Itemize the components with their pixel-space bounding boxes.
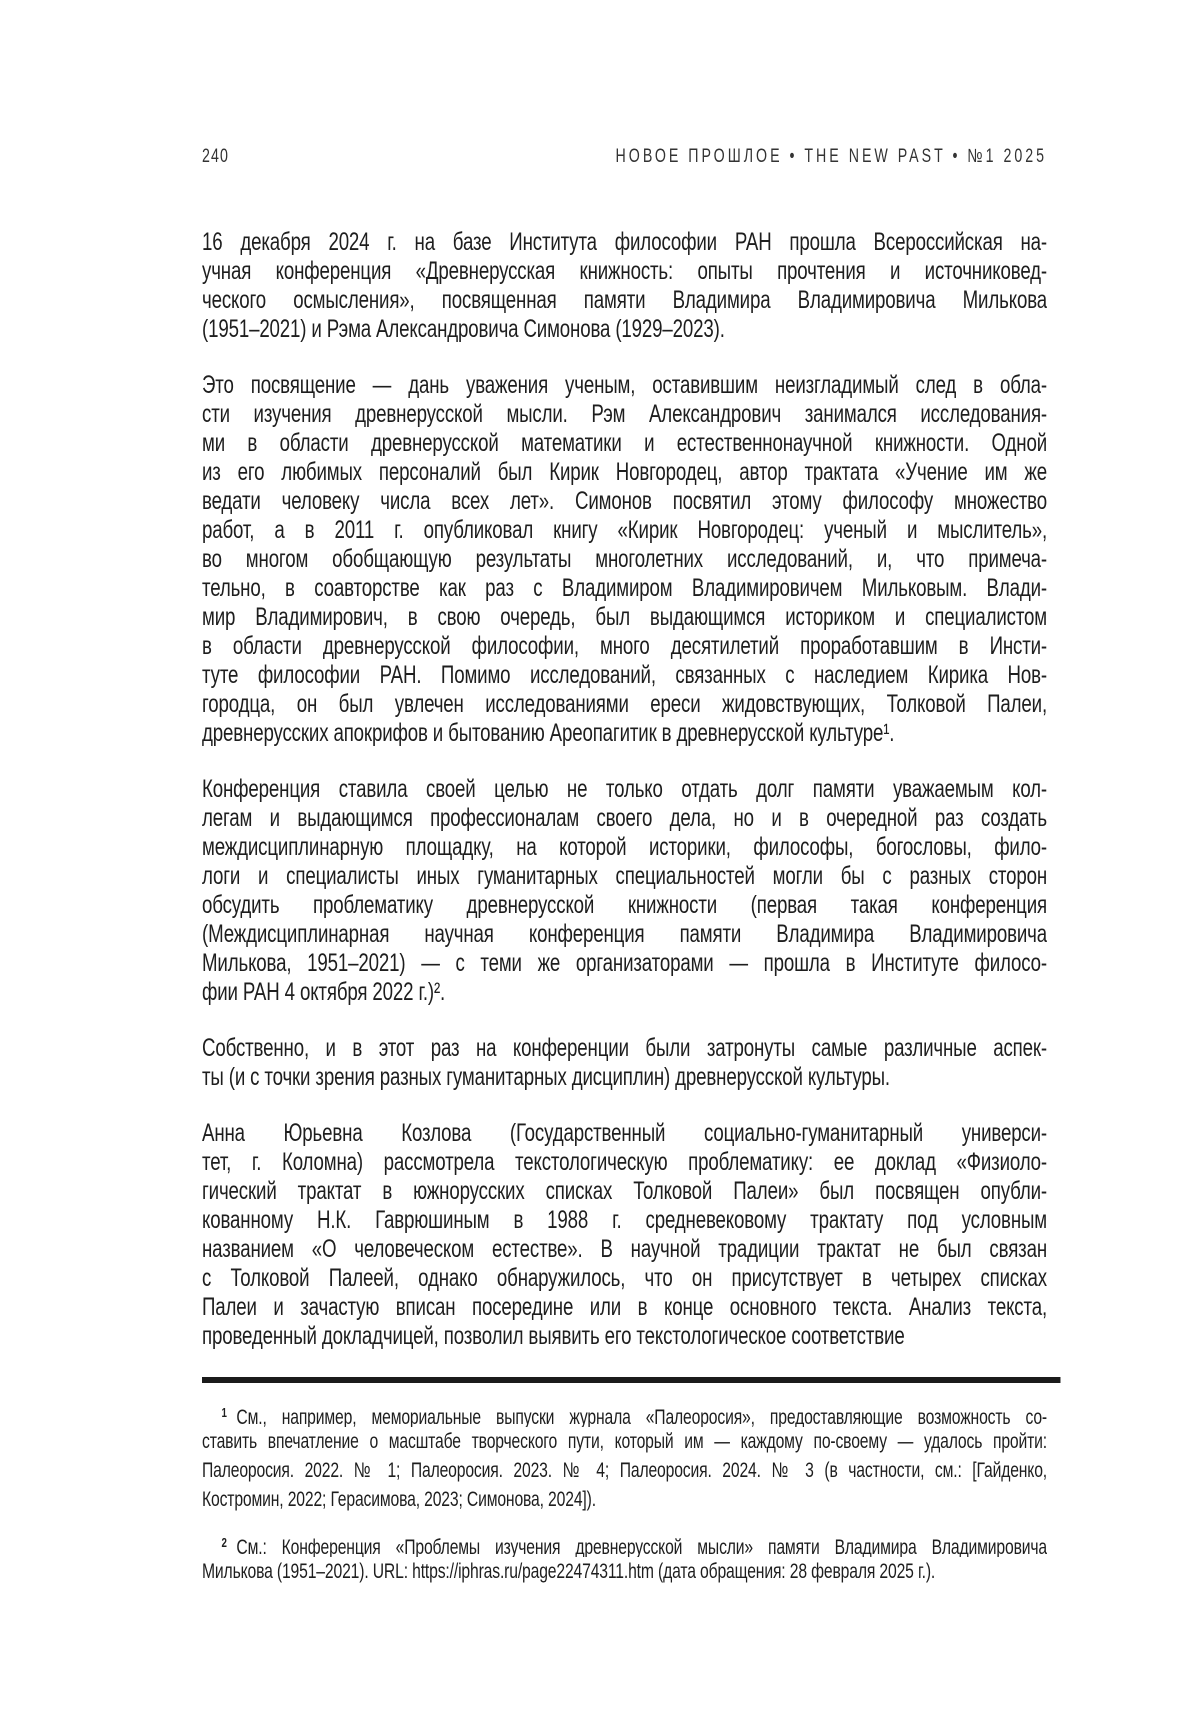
text-line: ставить впечатление о масштабе творческого пути, который им — каждому по-своему — удалось пройти: — [202, 1430, 1048, 1453]
text-line: работ, а в 2011 г. опубликовал книгу «Кирик Новгородец: ученый и мыслитель», — [202, 516, 1048, 544]
paragraph — [202, 775, 1047, 1007]
text-line: Конференция ставила своей целью не только отдать долг памяти уважаемым кол- — [202, 775, 1048, 803]
text-line: учная конференция «Древнерусская книжность: опыты прочтения и источниковед- — [202, 257, 1048, 285]
text-line: $^1$ См., например, мемориальные выпуски журнала «Палеоросия», предоставляющие возможность со- — [221, 1405, 1048, 1427]
footnote-marker: 2 — [221, 1535, 227, 1550]
text-line: легам и выдающимся профессионалам своего дела, но и в очередной раз создать — [202, 804, 1048, 832]
text-line: логи и специалисты иных гуманитарных специальностей могли бы с разных сторон — [202, 862, 1048, 890]
text-line: с Толковой Палеей, однако обнаружилось, что он присутствует в четырех списках — [202, 1264, 1048, 1292]
text-line: мир Владимирович, в свою очередь, был выдающимся историком и специалистом — [202, 603, 1048, 631]
text-line: городца, он был увлечен исследованиями ереси жидовствующих, Толковой Палеи, — [202, 690, 1048, 718]
text-line: Палеи и зачастую вписан посередине или в конце основного текста. Анализ текста, — [202, 1293, 1048, 1321]
text-line: (Междисциплинарная научная конференция памяти Владимира Владимировича — [202, 920, 1048, 948]
text-line: кованному Н.К. Гаврюшиным в 1988 г. средневековому трактату под условным — [202, 1206, 1048, 1234]
text-line: названием «О человеческом естестве». В научной традиции трактат не был связан — [202, 1235, 1048, 1263]
text-line: тельно, в соавторстве как раз с Владимиром Владимировичем Мильковым. Влади- — [202, 574, 1048, 602]
text-line: туте философии РАН. Помимо исследований, связанных с наследием Кирика Нов- — [202, 661, 1048, 689]
article-body — [202, 228, 1047, 1378]
text-line: ми в области древнерусской математики и естественнонаучной книжности. Одной — [202, 429, 1048, 457]
text-line: древнерусских апокрифов и бытованию Ареопагитик в древнерусской культуре¹. — [202, 719, 895, 747]
text-column — [202, 0, 1047, 1714]
paragraph — [202, 371, 1047, 748]
footnote — [202, 1398, 1047, 1514]
page-number: 240 — [202, 146, 230, 167]
text-line: ведати человеку числа всех лет». Симонов посвятил этому философу множество — [202, 487, 1048, 515]
journal-running-title: НОВОЕ ПРОШЛОЕ • THE NEW PAST • №1 2025 — [615, 146, 1048, 167]
text-line: $^2$ См.: Конференция «Проблемы изучения древнерусской мысли» памяти Владимира Владимировича — [221, 1535, 1048, 1557]
text-line: междисциплинарную площадку, на которой историки, философы, богословы, фило- — [202, 833, 1048, 861]
text-line: тет, г. Коломна) рассмотрела текстологическую проблематику: ее доклад «Физиоло- — [202, 1148, 1048, 1176]
text-line: гический трактат в южнорусских списках Толковой Палеи» был посвящен опубли- — [202, 1177, 1048, 1205]
text-line: Милькова (1951–2021). URL: https://iphras.ru/page22474311.htm (дата обращения: 28 февраля 2025 г.). — [202, 1560, 936, 1583]
text-line: 16 декабря 2024 г. на базе Института философии РАН прошла Всероссийская на- — [202, 228, 1048, 256]
paragraph — [202, 228, 1047, 344]
text-line: Это посвящение — дань уважения ученым, оставившим неизгладимый след в обла- — [202, 371, 1048, 399]
text-line: Анна Юрьевна Козлова (Государственный социально-гуманитарный универси- — [202, 1119, 1048, 1147]
text-line: ты (и с точки зрения разных гуманитарных дисциплин) древнерусской культуры. — [202, 1063, 890, 1091]
footnotes-section — [202, 1398, 1047, 1600]
paragraph — [202, 1034, 1047, 1092]
text-line: Милькова, 1951–2021) — с теми же организаторами — прошла в Институте филосо- — [202, 949, 1048, 977]
text-line: обсудить проблематику древнерусской книжности (первая такая конференция — [202, 891, 1048, 919]
page-header — [202, 146, 1047, 168]
paragraph — [202, 1119, 1047, 1351]
text-line: во многом обобщающую результаты многолетних исследований, и, что примеча- — [202, 545, 1048, 573]
footnote-divider-rule — [202, 1377, 1060, 1383]
footnote — [202, 1528, 1047, 1586]
text-line: (1951–2021) и Рэма Александровича Симонова (1929–2023). — [202, 315, 725, 343]
footnote-marker: 1 — [221, 1405, 227, 1420]
text-line: из его любимых персоналий был Кирик Новгородец, автор трактата «Учение им же — [202, 458, 1048, 486]
text-line: сти изучения древнерусской мысли. Рэм Александрович занимался исследования- — [202, 400, 1048, 428]
text-line: проведенный докладчицей, позволил выявить его текстологическое соответствие — [202, 1322, 905, 1350]
text-line: ческого осмысления», посвященная памяти Владимира Владимировича Милькова — [202, 286, 1048, 314]
text-line: Палеоросия. 2022. № 1; Палеоросия. 2023. № 4; Палеоросия. 2024. № 3 (в частности, см.: [Гайденко, — [202, 1459, 1048, 1482]
text-line: Костромин, 2022; Герасимова, 2023; Симонова, 2024]). — [202, 1488, 596, 1511]
text-line: фии РАН 4 октября 2022 г.)². — [202, 978, 446, 1006]
text-line: Собственно, и в этот раз на конференции были затронуты самые различные аспек- — [202, 1034, 1048, 1062]
text-line: в области древнерусской философии, много десятилетий проработавшим в Инсти- — [202, 632, 1048, 660]
